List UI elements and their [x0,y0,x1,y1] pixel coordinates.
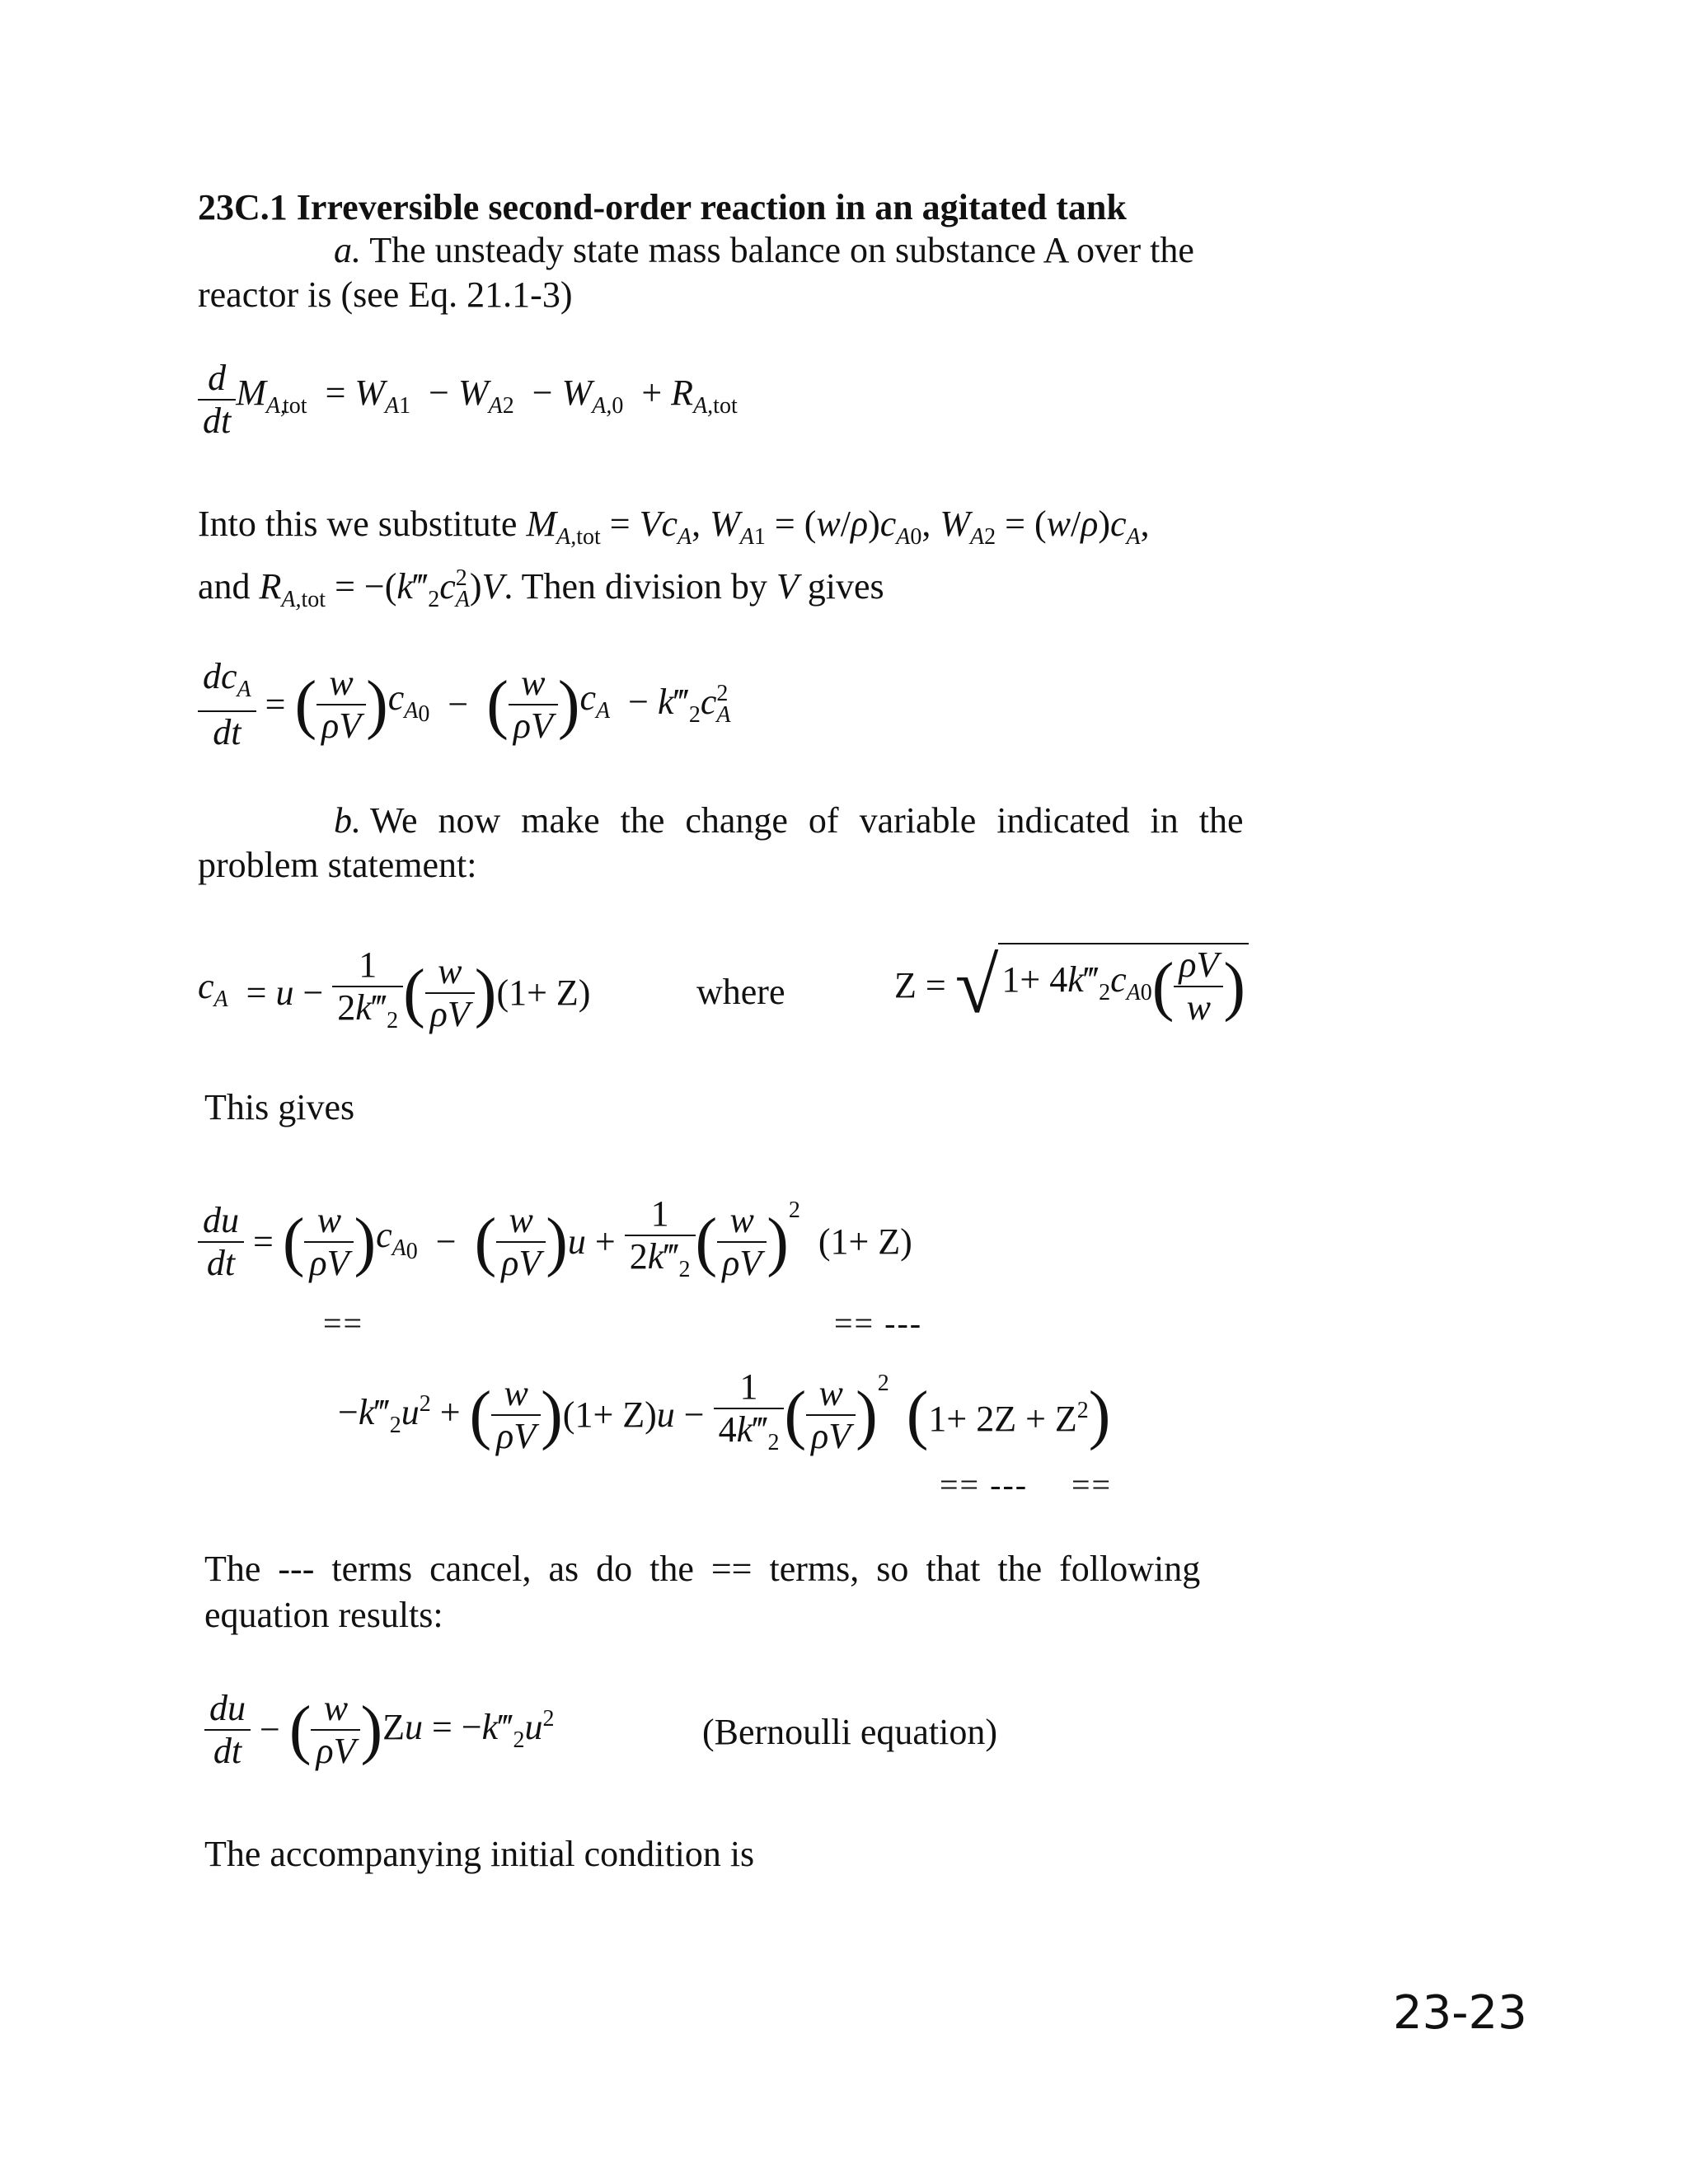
part-a-line-1 [334,227,1194,274]
cancel-mark-1: == [323,1305,364,1342]
equation-z-definition: $Z = √1+ 4k‴_2c_{A0}$( $\frac{\rho V}{w}$ ) [894,943,1249,1029]
section-heading: 23C.1 Irreversible second-order reaction in an agitated tank [198,187,1127,227]
equation-concentration-ode: $\frac{dc_A}{dt}$ = ( $\frac{w}{\rho V}$ )$c_{A0}$ − ( $\frac{w}{\rho V}$ )$c_A$ − $k‴_2c^2_A$ [198,656,730,753]
cancel-text-line-2: equation results: [204,1595,443,1635]
where-label: where [696,972,785,1012]
page-number: 23-23 [1393,1986,1527,2040]
cancel-mark-3: == --- [940,1466,1029,1503]
part-a-label: a. [334,230,361,270]
equation-bernoulli: $\frac{du}{dt}$ − ( $\frac{w}{\rho V}$ )$Zu = -k‴_2u^2$ [204,1688,555,1772]
bernoulli-label: (Bernoulli equation) [702,1712,998,1752]
equation-u-ode-line-1: $\frac{du}{dt}$ = ( $\frac{w}{\rho V}$ )$c_{A0}$ − ( $\frac{w}{\rho V}$ )u + $\frac{1}{2k‴_2}$ ( $\frac{w}{\rho V}$ )$^2$ (1+ Z) [198,1190,912,1291]
equation-mass-balance: $\frac{d}{dt}$ $M_{A,tot} = W_{A1} - W_{A2} - W_{A,0} + R_{A,tot}$ [198,358,738,442]
equation-u-ode-line-2: $-k‴_2u^2$ + ( $\frac{w}{\rho V}$ )(1+ Z)u − $\frac{1}{4k‴_2}$ ( $\frac{w}{\rho V}$ )$^2$ $(1+ 2Z + Z^2)$ [338,1366,1111,1456]
equation-change-of-variable: $c_A = u$ − $\frac{1}{2k‴_2}$ ( $\frac{w}{\rho V}$ )(1+ Z) [198,944,591,1034]
cancel-mark-4: == [1071,1466,1113,1503]
substitute-line-2: and $R_{A,tot}$ = $-(k‴_2c^2_A)V$. Then division by V gives [198,565,884,612]
part-a-text-1: The unsteady state mass balance on substance A over the [369,230,1194,270]
part-b-label: b. [334,800,361,841]
part-a-line-2: reactor is (see Eq. 21.1-3) [198,274,573,315]
part-b-line-2: problem statement: [198,845,477,885]
final-text: The accompanying initial condition is [204,1834,755,1874]
cancel-text-line-1: The --- terms cancel, as do the == terms, so that the following [204,1549,1201,1589]
part-b-text-1: We now make the change of variable indicated in the [370,800,1244,841]
substitute-line-1: Into this we substitute $M_{A,tot} = Vc_A$, $W_{A1} = (w/\rho)c_{A0}$, $W_{A2} = (w/\rho)c_A$, [198,504,1150,550]
part-b-line-1 [334,798,1244,844]
cancel-mark-2: == --- [834,1305,923,1342]
this-gives-text: This gives [204,1087,355,1127]
